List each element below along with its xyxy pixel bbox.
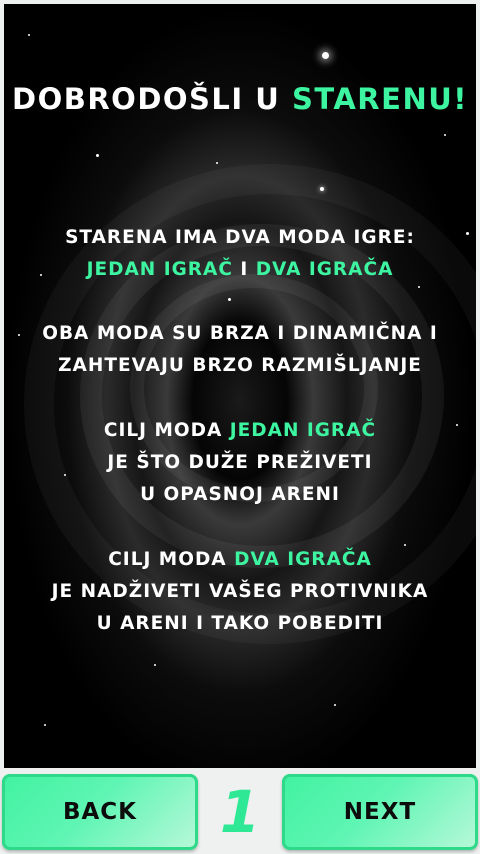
- multi-goal-line: U ARENI I TAKO POBEDITI: [96, 613, 384, 634]
- goal-prefix: CILJ MODA: [108, 549, 235, 570]
- star-icon: [320, 187, 324, 191]
- star-icon: [322, 52, 329, 59]
- star-icon: [228, 298, 231, 301]
- star-icon: [444, 134, 446, 136]
- multi-goal-heading: [4, 544, 476, 576]
- intro-line: STARENA IMA DVA MODA IGRE:: [65, 227, 415, 248]
- back-button-label: BACK: [62, 799, 138, 825]
- star-icon: [418, 286, 420, 288]
- goal-prefix: CILJ MODA: [103, 420, 230, 441]
- mode-two-label: DVA IGRAČA: [255, 259, 394, 280]
- intro-modes-line: [4, 254, 476, 286]
- page-title: [4, 82, 476, 116]
- both-modes-line: ZAHTEVAJU BRZO RAZMIŠLJANJE: [58, 355, 422, 376]
- star-icon: [154, 664, 156, 666]
- single-player-goal: [4, 415, 476, 511]
- next-button-label: NEXT: [343, 799, 417, 825]
- intro-text: [4, 222, 476, 286]
- back-button[interactable]: [2, 774, 198, 850]
- mode-connector: I: [232, 259, 256, 280]
- star-icon: [216, 162, 218, 164]
- space-background: [4, 4, 476, 768]
- single-mode-label: JEDAN IGRAČ: [229, 420, 377, 441]
- mode-one-label: JEDAN IGRAČ: [86, 259, 233, 280]
- single-goal-heading: [4, 415, 476, 447]
- page-number: 1: [219, 778, 261, 846]
- single-goal-line: JE ŠTO DUŽE PREŽIVETI: [107, 452, 373, 473]
- star-icon: [334, 704, 336, 706]
- title-highlight: STARENU!: [291, 82, 468, 116]
- both-modes-text: [4, 318, 476, 382]
- navigation-footer: [0, 770, 480, 854]
- star-icon: [96, 154, 99, 157]
- multi-mode-label: DVA IGRAČA: [234, 549, 372, 570]
- both-modes-line: OBA MODA SU BRZA I DINAMIČNA I: [42, 323, 438, 344]
- title-prefix: DOBRODOŠLI U: [12, 82, 292, 116]
- single-goal-line: U OPASNOJ ARENI: [140, 484, 340, 505]
- two-player-goal: [4, 544, 476, 640]
- star-icon: [28, 34, 30, 36]
- star-icon: [44, 724, 46, 726]
- multi-goal-line: JE NADŽIVETI VAŠEG PROTIVNIKA: [51, 581, 429, 602]
- next-button[interactable]: [282, 774, 478, 850]
